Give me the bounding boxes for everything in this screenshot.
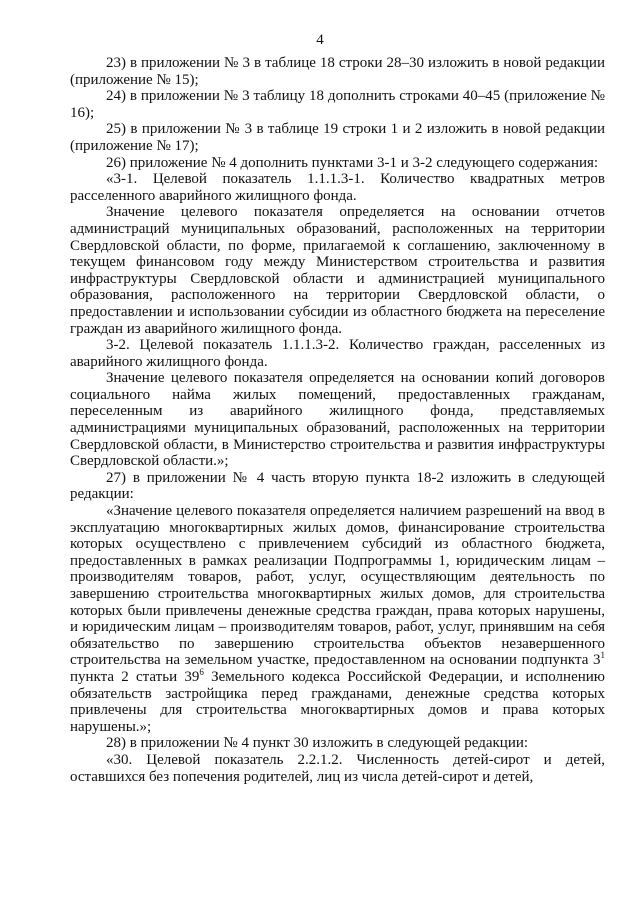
quote-part-2: пункта 2 статьи 39	[70, 668, 200, 685]
quote-part-1: «Значение целевого показателя определяется наличием разрешений на ввод в эксплуатацию многоквартирных жилых домов, финансирование строительства которых осуществлено с привлечением субсидий из областного бюджета, предоставленных в рамках реализации Подпрограммы 1, юридическим лицам – производителям товаров, работ, услуг, осуществляющим деятельность по завершению строительства многоквартирных жилых домов, для строительства которых были привлечены денежные средства граждан, права которых нарушены, и юридическим лицам – производителям товаров, работ, услуг, принявшим на себя обязательство по завершению строительства объектов незавершенного строительства на земельном участке, предоставленном на основании подпункта 3	[70, 503, 605, 669]
superscript-1: 1	[600, 650, 605, 661]
paragraph-30-heading: «30. Целевой показатель 2.2.1.2. Численность детей-сирот и детей, оставшихся без попечения родителей, лиц из числа детей-сирот и детей,	[70, 751, 605, 785]
paragraph-3-2-heading: 3-2. Целевой показатель 1.1.1.3-2. Количество граждан, расселенных из аварийного жилищного фонда.	[70, 337, 605, 370]
paragraph-3-1-text: Значение целевого показателя определяется на основании отчетов администраций муниципальных образований, расположенных на территории Свердловской области, по форме, прилагаемой к соглашению, заключенному в текущем финансовом году между Министерством строительства и развития инфраструктуры Свердловской области и администрацией муниципального образования, расположенного на территории Свердловской области, о предоставлении и использовании субсидии из областного бюджета на переселение граждан из аварийного жилищного фонда.	[70, 204, 605, 337]
paragraph-27: 27) в приложении № 4 часть вторую пункта 18-2 изложить в следующей редакции:	[70, 469, 605, 503]
paragraph-27-quote	[70, 503, 605, 735]
paragraph-3-1-heading: «3-1. Целевой показатель 1.1.1.3-1. Количество квадратных метров расселенного аварийного жилищного фонда.	[70, 171, 605, 204]
paragraph-28: 28) в приложении № 4 пункт 30 изложить в следующей редакции:	[106, 735, 529, 752]
document-body	[70, 55, 605, 785]
paragraph-26: 26) приложение № 4 дополнить пунктами 3-1 и 3-2 следующего содержания:	[106, 154, 599, 171]
quote-part-3: Земельного кодекса Российской Федерации, и исполнению обязательств застройщика перед гражданами, денежные средства которых привлечены для строительства многоквартирных домов и права которых нарушены.»;	[70, 668, 605, 735]
paragraph-24: 24) в приложении № 3 таблицу 18 дополнить строками 40–45 (приложение № 16);	[70, 88, 605, 121]
paragraph-23: 23) в приложении № 3 в таблице 18 строки 28–30 изложить в новой редакции (приложение № 15);	[70, 55, 605, 88]
paragraph-25: 25) в приложении № 3 в таблице 19 строки 1 и 2 изложить в новой редакции (приложение № 17);	[70, 121, 605, 154]
superscript-6: 6	[199, 666, 204, 677]
paragraph-3-2-text: Значение целевого показателя определяется на основании копий договоров социального найма жилых помещений, предоставленных гражданам, переселенным из аварийного жилищного фонда, представляемых администрациями муниципальных образований, расположенных на территории Свердловской области, в Министерство строительства и развития инфраструктуры Свердловской области.»;	[70, 370, 605, 470]
page-number: 4	[316, 32, 324, 48]
